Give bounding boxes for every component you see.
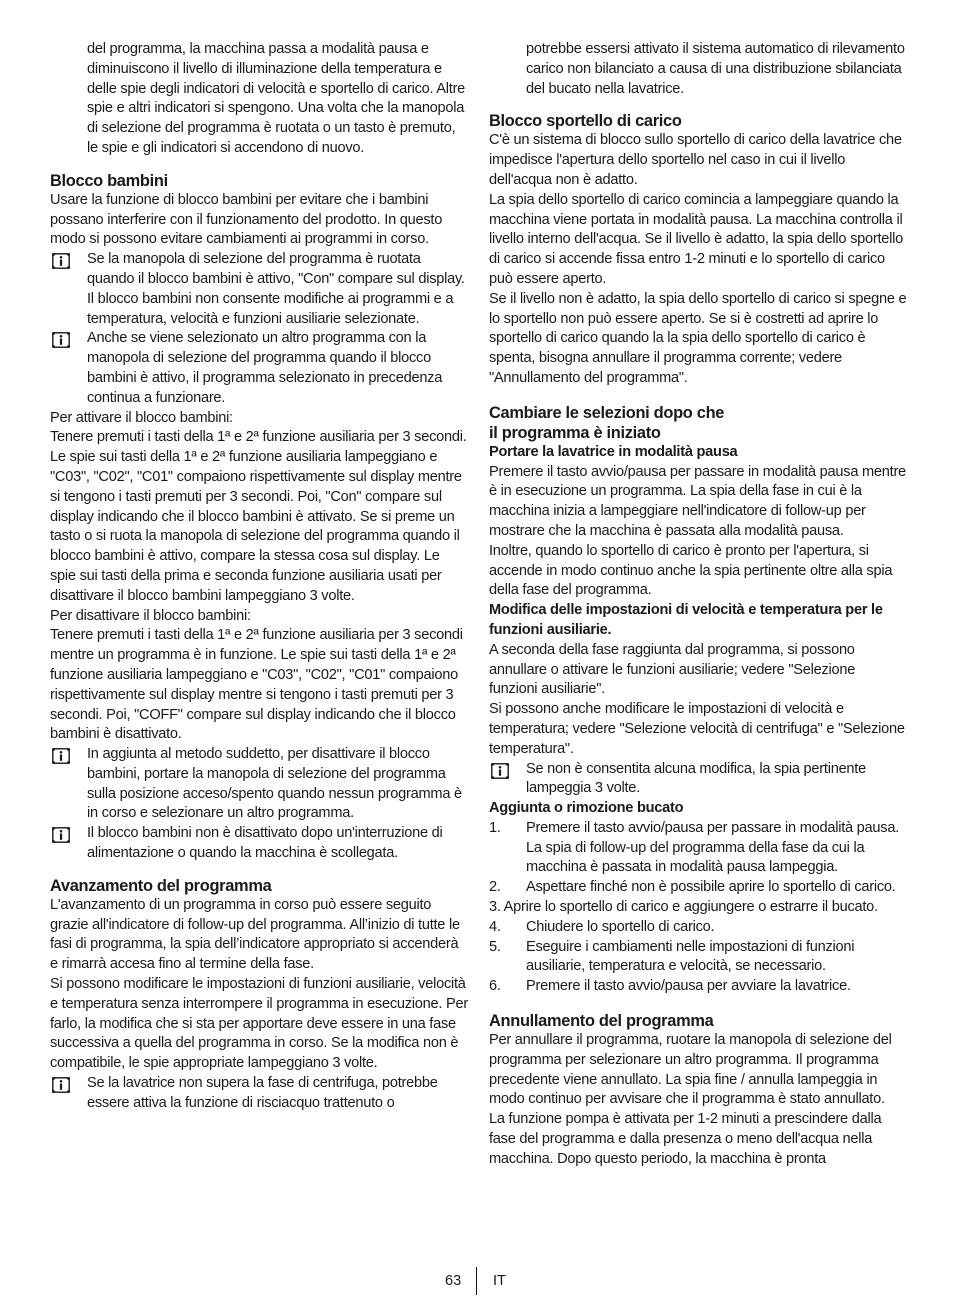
list-text: Premere il tasto avvio/pausa per avviare la lavatrice. (526, 978, 851, 995)
cambiare-paragraph-2: Inoltre, quando lo sportello di carico è pronto per l'apertura, si accende in modo continuo anche la spia pertinente oltre alla spia della fase del programma. (489, 542, 893, 599)
note-text: In aggiunta al metodo suddetto, per disattivare il blocco bambini, portare la manopola di selezione del programma sulla posizione acceso/spento quando nessun programma è in corso e selezionare un altro programma. (87, 746, 462, 822)
subheading-modifica: Modifica delle impostazioni di velocità e temperatura per le funzioni ausiliarie. (489, 602, 883, 638)
annullamento-paragraph-2: La funzione pompa è attivata per 1-2 minuti a prescindere dalla fase del programma e dalla presenza o meno dell'acqua nella macchina. Dopo questo periodo, la macchina è pronta (489, 1111, 882, 1167)
right-column (489, 40, 907, 1170)
list-number: 1. (489, 819, 501, 836)
note-text: Se la manopola di selezione del programma è ruotata quando il blocco bambini è attivo, "Con" compare sul display. Il blocco bambini non consente modifiche ai programmi e a temperatura, velocità e funzioni ausiliarie selezionate. (87, 251, 465, 327)
subheading-pausa: Portare la lavatrice in modalità pausa (489, 443, 738, 460)
left-intro-paragraph: del programma, la macchina passa a modalità pausa e diminuiscono il livello di illuminazione della temperatura e delle spie degli indicatori di velocità e sportello di carico. Altre spie e altri indicatori si spengono. Una volta che la manopola di selezione del programma è ruotata o un tasto è premuto, le spie e gli indicatori si accendono di nuovo. (87, 41, 466, 156)
annullamento-paragraph-1: Per annullare il programma, ruotare la manopola di selezione del programma per selezionare un altro programma. Il programma precedente viene annullato. La spia fine / annulla lampeggia in modo continuo per avvisare che il programma è stato annullato. (489, 1032, 892, 1108)
heading-cambiare-line-2: il programma è iniziato (489, 423, 661, 442)
disattivare-label: Per disattivare il blocco bambini: (50, 607, 251, 624)
subheading-bucato: Aggiunta o rimozione bucato (489, 800, 684, 817)
note-text: Il blocco bambini non è disattivato dopo un'interruzione di alimentazione o quando la macchina è scollegata. (87, 825, 443, 862)
list-item (489, 878, 907, 898)
list-number: 6. (489, 978, 501, 995)
note-cambiare (489, 760, 907, 800)
language-label: IT (493, 1273, 506, 1289)
note-blocco-bambini-2 (50, 329, 468, 408)
list-text: Eseguire i cambiamenti nelle impostazioni di funzioni ausiliarie, temperatura e velocità, se necessario. (526, 938, 855, 975)
list-item (489, 918, 907, 938)
avanzamento-paragraph-2: Si possono modificare le impostazioni di funzioni ausiliarie, velocità e temperatura senza interrompere il programma in esecuzione. Per farlo, la modifica che si sta per apportare deve essere in una fase successiva a quella del programma in corso. Se la modifica non è compatibile, le spie appropriate lampeggiano 3 volte. (50, 976, 468, 1072)
heading-annullamento: Annullamento del programma (489, 1012, 714, 1031)
info-icon (491, 763, 509, 779)
avanzamento-paragraph-1: L'avanzamento di un programma in corso può essere seguito grazie all'indicatore di follow-up del programma. All’inizio di tutte le fasi di programma, la spia dell’indicatore appropriato si accenderà e rimarrà accesa fino al termine della fase. (50, 896, 460, 973)
info-icon (52, 253, 70, 269)
list-item (489, 938, 907, 978)
heading-blocco-sportello: Blocco sportello di carico (489, 112, 682, 131)
info-icon (52, 748, 70, 764)
note-blocco-bambini-1 (50, 250, 468, 329)
note-blocco-bambini-3 (50, 745, 468, 824)
cambiare-paragraph-3: A seconda della fase raggiunta dal programma, si possono annullare o attivare le funzioni ausiliarie; vedere "Selezione funzioni ausiliarie". (489, 641, 856, 698)
list-text: Chiudere lo sportello di carico. (526, 918, 715, 935)
cambiare-paragraph-4: Si possono anche modificare le impostazioni di velocità e temperatura; vedere "Selezione velocità di centrifuga" e "Selezione temperatura". (489, 701, 905, 757)
note-text: Se la lavatrice non supera la fase di centrifuga, potrebbe essere attiva la funzione di risciacquo trattenuto o (87, 1075, 438, 1111)
list-item (489, 819, 907, 878)
info-icon (52, 1077, 70, 1093)
list-number: 4. (489, 918, 501, 935)
note-avanzamento (50, 1074, 468, 1114)
list-number: 2. (489, 879, 501, 896)
disattivare-text: Tenere premuti i tasti della 1ª e 2ª funzione ausiliaria per 3 secondi mentre un programma è in funzione. Le spie sui tasti della 1ª e 2ª funzione ausiliaria lampeggiano e "C03", "C02", "C01" compaiono rispettivamente sul display mentre si tengono i tasti premuti per 3 secondi. Poi, "COFF" compare sul display indicando che il blocco bambini è disattivato. (50, 627, 463, 743)
list-text: Premere il tasto avvio/pausa per passare in modalità pausa. La spia di follow-up del programma della fase da cui la macchina è passata in modalità pausa lampeggia. (526, 819, 900, 876)
list-item (489, 977, 907, 997)
left-column (50, 40, 468, 1114)
list-number: 5. (489, 938, 501, 955)
list-text: Aprire lo sportello di carico e aggiungere o estrarre il bucato. (503, 899, 878, 916)
sportello-paragraph-1: C'è un sistema di blocco sullo sportello di carico della lavatrice che impedisce l'apertura dello sportello nel caso in cui il livello dell'acqua non è adatto. (489, 132, 902, 188)
info-icon (52, 827, 70, 843)
footer-divider (476, 1267, 477, 1295)
list-item (489, 898, 907, 918)
attivare-label: Per attivare il blocco bambini: (50, 409, 233, 426)
list-number: 3. (489, 899, 501, 916)
heading-blocco-bambini: Blocco bambini (50, 171, 168, 190)
sportello-paragraph-3: Se il livello non è adatto, la spia dello sportello di carico si spegne e lo sportello non può essere aperto. Se si è costretti ad aprire lo sportello di carico quando la la spia dello sportello di carico è spenta, bisogna annullare il programma corrente; vedere "Annullamento del programma". (489, 290, 907, 386)
page-number: 63 (445, 1273, 462, 1289)
blocco-bambini-paragraph: Usare la funzione di blocco bambini per evitare che i bambini possano interferire con il funzionamento del prodotto. In questo modo si possono evitare cambiamenti ai programmi in corso. (50, 191, 443, 248)
note-text: Anche se viene selezionato un altro programma con la manopola di selezione del programma quando il blocco bambini è attivo, il programma selezionato in precedenza continua a funzionare. (87, 330, 443, 406)
list-text: Aspettare finché non è possibile aprire lo sportello di carico. (526, 879, 896, 896)
right-intro-paragraph: potrebbe essersi attivato il sistema automatico di rilevamento carico non bilanciato a causa di una distribuzione sbilanciata del bucato nella lavatrice. (526, 41, 905, 97)
attivare-text: Tenere premuti i tasti della 1ª e 2ª funzione ausiliaria per 3 secondi. Le spie sui tasti della 1ª e 2ª funzione ausiliaria lampeggiano e "C03", "C02", "C01" compaiono rispettivamente sul display mentre si tengono i tasti premuti per 3 secondi. Poi, "Con" compare sul display indicando che il blocco bambini è attivato. Se si preme un tasto o si ruota la manopola di selezione del programma quando il blocco bambini è attivo, compare la stessa cosa sul display. Le spie sui tasti della prima e seconda funzione ausiliaria usati per disattivare il blocco bambini lampeggiano 3 volte. (50, 429, 467, 604)
note-text: Se non è consentita alcuna modifica, la spia pertinente lampeggia 3 volte. (526, 760, 866, 797)
heading-cambiare-line-1: Cambiare le selezioni dopo che (489, 403, 725, 422)
info-icon (52, 332, 70, 348)
cambiare-paragraph-1: Premere il tasto avvio/pausa per passare in modalità pausa mentre è in esecuzione un programma. La spia della fase in cui è la macchina inizia a lampeggiare nell'indicatore di follow-up per mostrare che la macchina è passata alla modalità pausa. (489, 463, 906, 539)
sportello-paragraph-2: La spia dello sportello di carico comincia a lampeggiare quando la macchina viene portata in modalità pausa. La macchina controlla il livello interno dell'acqua. Se il livello è adatto, la spia dello sportello di carico si accende fissa entro 1-2 minuti e lo sportello di carico può essere aperto. (489, 191, 903, 287)
heading-avanzamento: Avanzamento del programma (50, 876, 272, 895)
note-blocco-bambini-4 (50, 824, 468, 864)
